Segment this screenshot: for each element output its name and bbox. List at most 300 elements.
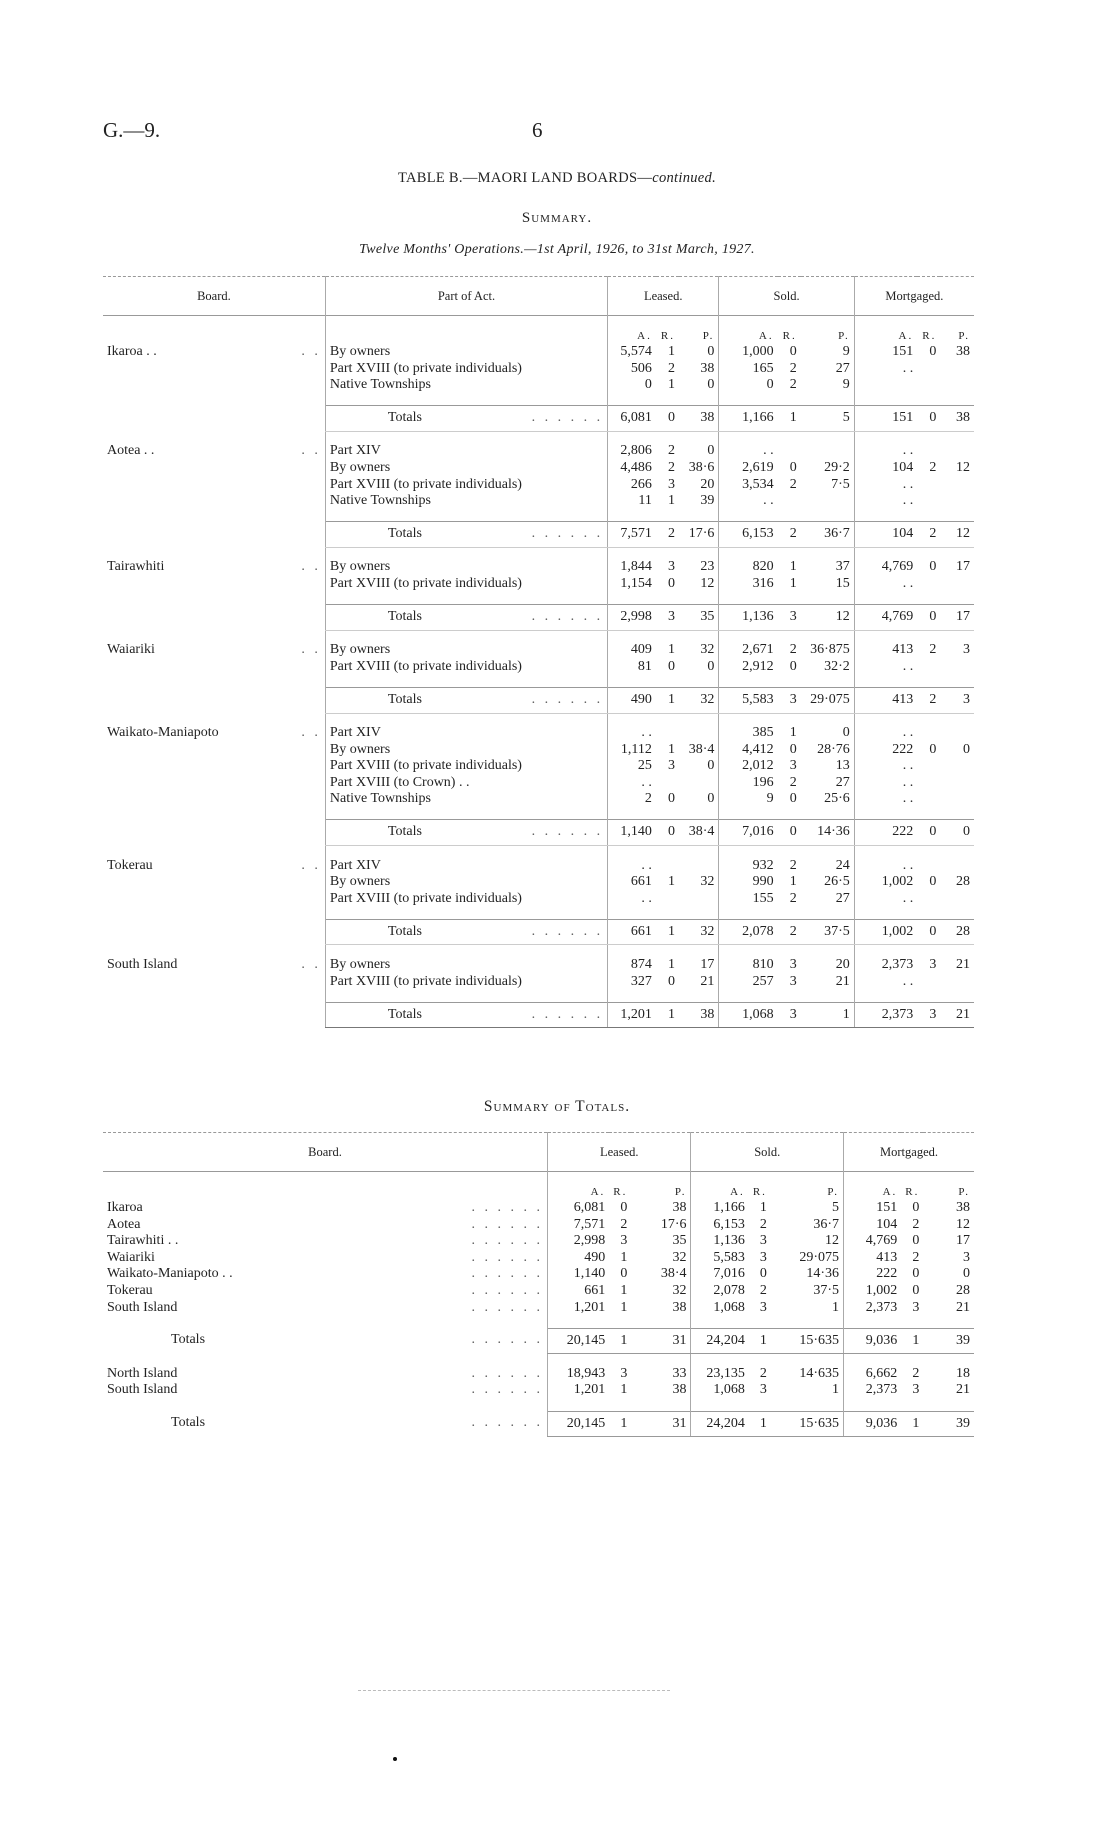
total-leased-r: 3	[656, 605, 679, 631]
summary-header-row	[103, 277, 974, 316]
sold-r: 2	[789, 360, 797, 376]
leased-r: 2	[620, 1216, 628, 1232]
blank-cell	[940, 510, 974, 522]
blank-cell	[854, 907, 917, 919]
sold-r: 0	[759, 1266, 767, 1282]
col-leased: Leased.	[608, 277, 719, 316]
mortgaged-a: . .	[854, 725, 917, 742]
part-of-act: Part XIV	[325, 443, 607, 460]
part-of-act: Part XVIII (to private individuals)	[325, 891, 607, 908]
mortgaged-a: . .	[854, 758, 917, 775]
blank-cell	[103, 1172, 548, 1184]
total-mortgaged-p: 3	[940, 687, 974, 713]
board-name: Tairawhiti . .	[107, 559, 321, 575]
sold-r: 3	[759, 1249, 767, 1265]
totals-label	[325, 820, 607, 846]
dots-leader: . . . . . .	[531, 609, 604, 625]
blank-cell	[940, 630, 974, 642]
unit-r: R.	[782, 329, 797, 342]
spacer-row	[103, 945, 974, 957]
mortgaged-r	[917, 377, 940, 394]
mortgaged-r	[917, 974, 940, 991]
blank-cell	[917, 431, 940, 443]
blank-cell	[771, 1172, 844, 1184]
sold-a: . .	[719, 443, 778, 460]
mortgaged-p	[940, 659, 974, 676]
blank-cell	[940, 907, 974, 919]
blank-cell	[656, 713, 679, 725]
sold-a: 5,583	[691, 1250, 749, 1267]
blank-cell	[679, 990, 719, 1002]
totals-row	[103, 522, 974, 548]
sold-a: 3,534	[719, 477, 778, 494]
blank-cell	[103, 675, 325, 687]
totals-col-sold: Sold.	[691, 1133, 844, 1172]
leased-a: 1,140	[548, 1266, 610, 1283]
leased-a: 81	[608, 659, 656, 676]
leased-a: 25	[608, 758, 656, 775]
blank-cell	[103, 713, 325, 725]
unit-p: P.	[674, 1185, 687, 1198]
total-mortgaged-a: 222	[854, 820, 917, 846]
blank-cell	[917, 945, 940, 957]
spacer-row	[103, 907, 974, 919]
dots-leader: . . . . . .	[471, 1299, 544, 1315]
blank-cell	[325, 510, 607, 522]
sold-p: 0	[842, 725, 850, 740]
mortgaged-a: 413	[854, 642, 917, 659]
blank-cell	[917, 907, 940, 919]
blank-cell	[778, 510, 801, 522]
leased-r: 1	[668, 642, 675, 658]
blank-cell	[749, 1399, 771, 1411]
blank-cell	[719, 675, 778, 687]
unit-a: A.	[719, 328, 778, 345]
grand-totals-row	[103, 1411, 974, 1437]
total-mortgaged-p: 28	[940, 919, 974, 945]
blank-cell	[801, 808, 855, 820]
total-leased-p: 35	[679, 605, 719, 631]
sold-a: 257	[719, 974, 778, 991]
blank-cell	[679, 675, 719, 687]
sold-a: 2,671	[719, 642, 778, 659]
blank-cell	[103, 510, 325, 522]
part-of-act: By owners	[325, 460, 607, 477]
dots-leader: . . . . . .	[531, 1006, 604, 1022]
total-mortgaged-p: 39	[923, 1411, 974, 1437]
blank-cell	[103, 687, 325, 713]
blank-cell	[548, 1316, 610, 1328]
mortgaged-r: 2	[929, 642, 937, 658]
board-name	[103, 874, 325, 891]
leased-p: 38·4	[660, 1266, 687, 1282]
blank-cell	[917, 713, 940, 725]
mortgaged-p	[940, 493, 974, 510]
blank-cell	[801, 945, 855, 957]
total-sold-a: 24,204	[691, 1411, 749, 1437]
table-row	[103, 361, 974, 378]
totals-col-mortgaged: Mortgaged.	[844, 1133, 974, 1172]
leased-r: 3	[620, 1365, 628, 1381]
mortgaged-p: 38	[956, 1200, 970, 1216]
blank-cell	[940, 394, 974, 406]
blank-cell	[778, 846, 801, 858]
sold-p: 37	[835, 559, 850, 575]
leased-r	[656, 725, 679, 742]
mortgaged-p	[940, 443, 974, 460]
totals-label-text: Totals	[387, 1006, 422, 1022]
total-mortgaged-a: 4,769	[854, 605, 917, 631]
blank-cell	[103, 605, 325, 631]
blank-cell	[901, 1399, 923, 1411]
total-leased-r: 2	[656, 522, 679, 548]
blank-cell	[691, 1354, 749, 1366]
sold-p	[801, 443, 855, 460]
leased-r	[656, 775, 679, 792]
blank-cell	[609, 1172, 631, 1184]
total-sold-r: 1	[778, 406, 801, 432]
blank-cell	[325, 328, 607, 345]
blank-cell	[325, 316, 607, 328]
total-sold-a: 6,153	[719, 522, 778, 548]
blank-cell	[778, 547, 801, 559]
total-leased-a: 20,145	[548, 1328, 610, 1354]
total-leased-p: 38	[679, 1002, 719, 1028]
total-mortgaged-p: 39	[923, 1328, 974, 1354]
blank-cell	[719, 630, 778, 642]
leased-a: 1,154	[608, 576, 656, 593]
blank-cell	[325, 990, 607, 1002]
dots-leader: . . . . . .	[471, 1283, 544, 1299]
dots-leader: . .	[301, 725, 321, 740]
summary-table	[103, 276, 974, 1028]
leased-r: 2	[668, 443, 675, 459]
total-leased-a: 2,998	[608, 605, 656, 631]
leased-p: 39	[700, 493, 715, 509]
blank-cell	[749, 1354, 771, 1366]
blank-cell	[923, 1354, 974, 1366]
total-sold-a: 1,136	[719, 605, 778, 631]
summary-totals-table	[103, 1132, 974, 1437]
blank-cell	[608, 510, 656, 522]
blank-cell	[801, 510, 855, 522]
part-of-act: Part XVIII (to private individuals)	[325, 477, 607, 494]
total-sold-r: 1	[749, 1411, 771, 1437]
board-name: Ikaroa . . . .	[107, 344, 321, 360]
blank-cell	[854, 846, 917, 858]
leased-a: 5,574	[608, 344, 656, 361]
blank-cell	[917, 510, 940, 522]
totals-label	[325, 1002, 607, 1028]
dots-leader: . . . . . .	[471, 1382, 544, 1398]
total-leased-p: 31	[631, 1328, 691, 1354]
total-sold-a: 5,583	[719, 687, 778, 713]
mortgaged-p	[940, 791, 974, 808]
mortgaged-r: 0	[912, 1266, 920, 1282]
blank-cell	[103, 1002, 325, 1028]
spacer-row	[103, 593, 974, 605]
board-name	[103, 775, 325, 792]
mortgaged-a: . .	[854, 858, 917, 875]
sold-a: 2,078	[691, 1283, 749, 1300]
dots-leader: . . . . . .	[531, 824, 604, 840]
total-leased-p: 17·6	[679, 522, 719, 548]
table-row	[103, 559, 974, 576]
blank-cell	[917, 990, 940, 1002]
sold-p: 14·36	[806, 1266, 840, 1282]
blank-cell	[901, 1354, 923, 1366]
blank-cell	[771, 1354, 844, 1366]
mortgaged-r	[917, 477, 940, 494]
table-row	[103, 493, 974, 510]
board-name: South Island . . . . . .	[107, 1299, 544, 1315]
board-name	[103, 493, 325, 510]
mortgaged-a: . .	[854, 891, 917, 908]
sold-r: 1	[789, 874, 797, 890]
total-sold-p: 14·36	[801, 820, 855, 846]
mortgaged-p: 28	[956, 1283, 970, 1299]
sold-r: 3	[789, 956, 797, 972]
mortgaged-p	[940, 477, 974, 494]
leased-p: 32	[700, 642, 715, 658]
board-name: North Island . . . . . .	[107, 1365, 544, 1381]
total-mortgaged-r: 0	[917, 605, 940, 631]
total-leased-r: 1	[609, 1328, 631, 1354]
leased-r: 3	[668, 559, 675, 575]
part-of-act: By owners	[325, 344, 607, 361]
board-name: South Island . .	[107, 956, 321, 972]
total-sold-p: 12	[801, 605, 855, 631]
total-sold-r: 1	[749, 1328, 771, 1354]
blank-cell	[778, 945, 801, 957]
mortgaged-a: 2,373	[854, 957, 917, 974]
mortgaged-r	[917, 758, 940, 775]
totals-row	[103, 687, 974, 713]
blank-cell	[719, 510, 778, 522]
mortgaged-a: . .	[854, 361, 917, 378]
leased-p: 32	[672, 1249, 687, 1265]
totals-label	[325, 919, 607, 945]
part-of-act: Part XVIII (to private individuals)	[325, 361, 607, 378]
mortgaged-r: 3	[912, 1382, 920, 1398]
blank-cell	[679, 907, 719, 919]
sold-p: 28·76	[817, 741, 850, 757]
unit-a: A.	[691, 1184, 749, 1201]
blank-cell	[844, 1316, 902, 1328]
total-leased-a: 490	[608, 687, 656, 713]
blank-cell	[801, 713, 855, 725]
sold-r: 2	[789, 377, 797, 393]
total-leased-r: 1	[656, 1002, 679, 1028]
board-name	[103, 758, 325, 775]
sold-a: 1,166	[691, 1200, 749, 1217]
table-row	[103, 775, 974, 792]
blank-cell	[679, 394, 719, 406]
leased-p: 38·6	[688, 460, 715, 476]
total-leased-a: 7,571	[608, 522, 656, 548]
sold-a: 810	[719, 957, 778, 974]
blank-cell	[778, 316, 801, 328]
mortgaged-p	[940, 361, 974, 378]
blank-cell	[103, 919, 325, 945]
blank-cell	[656, 431, 679, 443]
sold-a: 7,016	[691, 1266, 749, 1283]
sold-p: 29·2	[824, 460, 850, 476]
blank-cell	[609, 1399, 631, 1411]
blank-cell	[854, 945, 917, 957]
leased-r: 1	[668, 493, 675, 509]
leased-r: 2	[668, 460, 675, 476]
spacer-row	[103, 846, 974, 858]
mortgaged-p: 17	[956, 559, 970, 575]
total-sold-r: 2	[778, 522, 801, 548]
leased-a: 1,201	[548, 1300, 610, 1317]
blank-cell	[325, 547, 607, 559]
sold-p: 37·5	[813, 1283, 840, 1299]
totals-label-text: Totals	[387, 609, 422, 625]
total-leased-a: 1,140	[608, 820, 656, 846]
part-of-act: Native Townships	[325, 493, 607, 510]
sold-a: 165	[719, 361, 778, 378]
total-sold-a: 2,078	[719, 919, 778, 945]
total-mortgaged-r: 1	[901, 1411, 923, 1437]
unit-p: P.	[958, 1185, 970, 1198]
dots-leader: . . . . . .	[471, 1200, 544, 1216]
total-mortgaged-a: 9,036	[844, 1411, 902, 1437]
sold-r: 0	[789, 344, 797, 360]
blank-cell	[940, 675, 974, 687]
total-mortgaged-p: 0	[940, 820, 974, 846]
mortgaged-a: . .	[854, 791, 917, 808]
mortgaged-p: 38	[956, 344, 970, 360]
leased-a: 266	[608, 477, 656, 494]
mortgaged-a: . .	[854, 775, 917, 792]
leased-p: 0	[707, 377, 715, 393]
mortgaged-a: 4,769	[854, 559, 917, 576]
totals-label	[103, 1411, 548, 1437]
sold-a: 1,136	[691, 1233, 749, 1250]
leased-r: 3	[668, 476, 675, 492]
board-name	[103, 460, 325, 477]
blank-cell	[656, 907, 679, 919]
blank-cell	[103, 1354, 548, 1366]
blank-cell	[719, 713, 778, 725]
sold-a: 1,000	[719, 344, 778, 361]
blank-cell	[103, 990, 325, 1002]
table-row	[103, 1217, 974, 1234]
totals-label-text: Totals	[387, 824, 422, 840]
total-sold-r: 0	[778, 820, 801, 846]
unit-p: P.	[827, 1185, 840, 1198]
table-row	[103, 742, 974, 759]
spacer-row	[103, 808, 974, 820]
blank-cell	[940, 945, 974, 957]
blank-cell	[691, 1172, 749, 1184]
total-sold-p: 5	[801, 406, 855, 432]
table-row	[103, 1250, 974, 1267]
island-row	[103, 1366, 974, 1383]
total-leased-r: 1	[609, 1411, 631, 1437]
unit-row	[103, 328, 974, 345]
blank-cell	[771, 1316, 844, 1328]
period-subtitle: Twelve Months' Operations.—1st April, 1926, to 31st March, 1927.	[359, 242, 755, 257]
blank-cell	[325, 394, 607, 406]
board-name	[103, 377, 325, 394]
blank-cell	[854, 808, 917, 820]
table-row	[103, 1283, 974, 1300]
mortgaged-r	[917, 858, 940, 875]
blank-cell	[801, 316, 855, 328]
spacer-row	[103, 316, 974, 328]
spacer-row	[103, 630, 974, 642]
board-name: Aotea . . . .	[107, 443, 321, 459]
blank-cell	[103, 316, 325, 328]
blank-cell	[923, 1399, 974, 1411]
blank-cell	[325, 593, 607, 605]
unit-r: R.	[660, 329, 675, 342]
leased-p: 38	[672, 1299, 687, 1315]
dots-leader: . . . . . .	[471, 1332, 544, 1348]
mortgaged-p	[940, 858, 974, 875]
page-number: 6	[532, 118, 543, 142]
sold-p: 32·2	[824, 658, 850, 674]
mortgaged-a: 222	[844, 1266, 902, 1283]
blank-cell	[656, 316, 679, 328]
leased-a: 2,998	[548, 1233, 610, 1250]
total-sold-r: 3	[778, 605, 801, 631]
board-name: Tokerau . . . . . .	[107, 1283, 544, 1299]
blank-cell	[631, 1354, 691, 1366]
unit-a: A.	[854, 328, 917, 345]
blank-cell	[749, 1172, 771, 1184]
sold-p: 12	[825, 1233, 840, 1249]
blank-cell	[103, 1184, 548, 1201]
table-row	[103, 1266, 974, 1283]
board-name	[103, 791, 325, 808]
board-name: Aotea . . . . . .	[107, 1216, 544, 1232]
totals-label	[325, 605, 607, 631]
spacer-row	[103, 713, 974, 725]
blank-cell	[656, 510, 679, 522]
blank-cell	[548, 1354, 610, 1366]
leased-a: 1,201	[548, 1382, 610, 1399]
blank-cell	[844, 1172, 902, 1184]
blank-cell	[679, 593, 719, 605]
sold-r: 1	[789, 576, 797, 592]
blank-cell	[608, 431, 656, 443]
sold-p: 5	[832, 1200, 840, 1216]
part-of-act: Native Townships	[325, 377, 607, 394]
sold-r: 2	[759, 1365, 767, 1381]
blank-cell	[940, 547, 974, 559]
island-row	[103, 1382, 974, 1399]
sold-p: 36·875	[810, 642, 850, 658]
table-title-continued: continued.	[652, 170, 717, 186]
total-leased-a: 6,081	[608, 406, 656, 432]
mortgaged-r	[917, 443, 940, 460]
blank-cell	[325, 713, 607, 725]
total-leased-p: 32	[679, 687, 719, 713]
mortgaged-r	[917, 493, 940, 510]
mortgaged-a: 413	[844, 1250, 902, 1267]
blank-cell	[719, 808, 778, 820]
mortgaged-a: . .	[854, 974, 917, 991]
mortgaged-p: 3	[963, 642, 970, 658]
mortgaged-r	[917, 659, 940, 676]
table-row	[103, 344, 974, 361]
blank-cell	[103, 1316, 548, 1328]
totals-row	[103, 1002, 974, 1028]
